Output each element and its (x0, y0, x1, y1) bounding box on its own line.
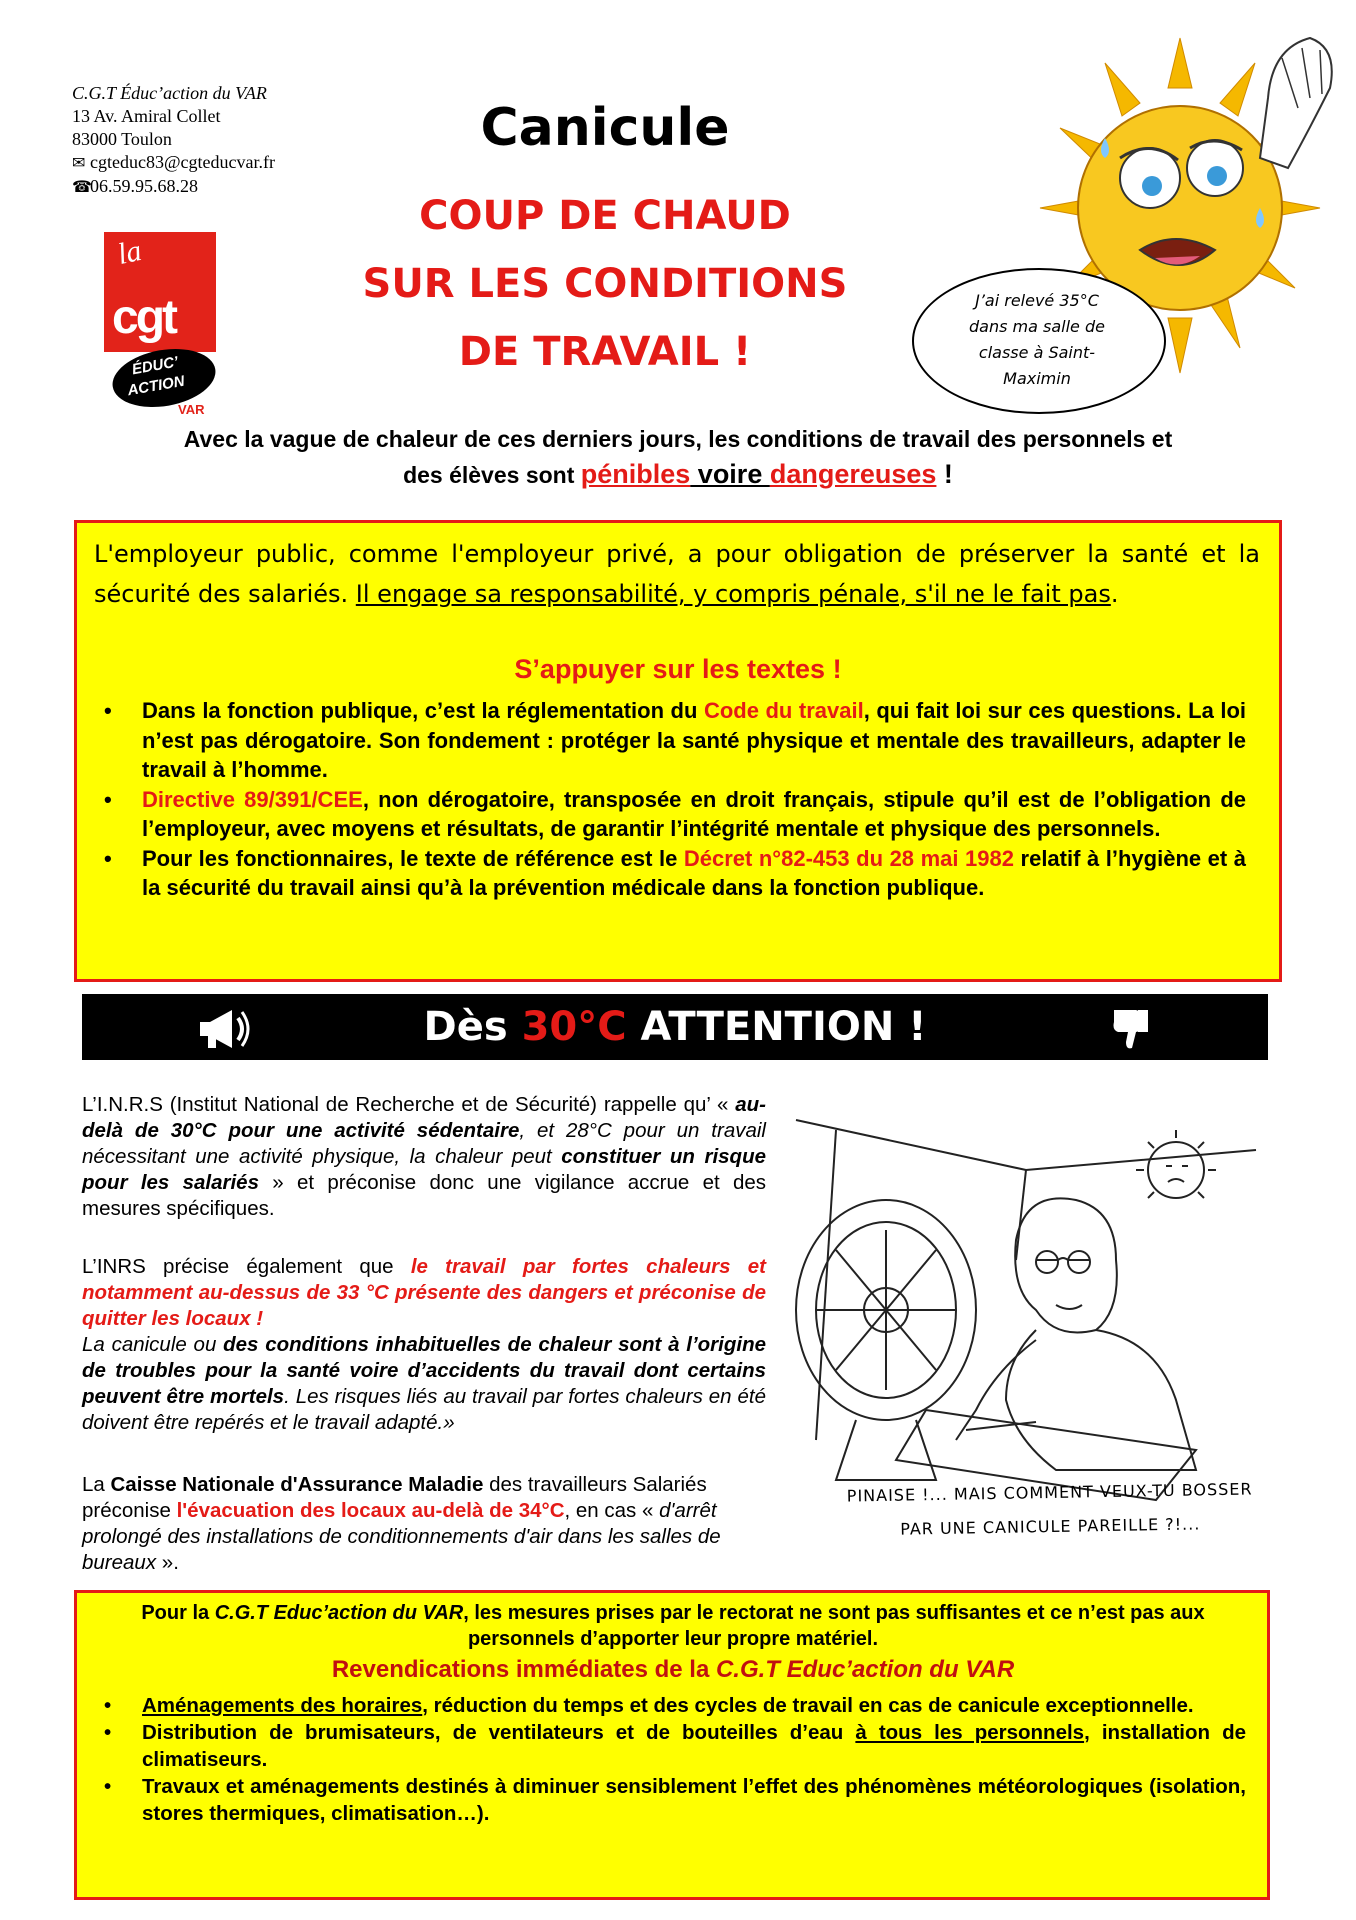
city: 83000 Toulon (72, 129, 172, 149)
speech-bubble-text: J’ai relevé 35°C dans ma salle de classe à Saint- Maximin (969, 291, 1105, 388)
list-item: • Travaux et aménagements destinés à diminuer sensiblement l’effet des phénomènes météorologiques (isolation, stores thermiques, climatisation…). (96, 1773, 1246, 1827)
hot-worker-illustration (776, 1110, 1276, 1530)
list-item: • Aménagements des horaires, réduction du temps et des cycles de travail en cas de canicule exceptionnelle. (96, 1692, 1246, 1719)
contact-block (72, 82, 275, 199)
illustration-caption: PINAISE !... MAIS COMMENT VEUX-TU BOSSER PAR UNE CANICULE PAREILLE ?!... (846, 1479, 1253, 1539)
page-title: Canicule (480, 98, 730, 158)
subtitle: COUP DE CHAUD SUR LES CONDITIONS DE TRAVAIL ! (362, 193, 848, 375)
demands-list (96, 1692, 1246, 1827)
cgt-logo: la cgt ÉDUC’ ACTION VAR (104, 232, 216, 418)
attention-banner-text: Dès 30°C ATTENTION ! (423, 1004, 927, 1050)
phone: 06.59.95.68.28 (90, 176, 198, 196)
legal-texts-list (96, 696, 1246, 903)
list-item: • Directive 89/391/CEE, non dérogatoire, transposée en droit français, stipule qu’il est de l’obligation de l’employeur, avec moyens et résultats, de garantir l’intégrité mentale et physique des personnels. (96, 785, 1246, 844)
employer-obligation-text: L'employeur public, comme l'employeur privé, a pour obligation de préserver la santé et la sécurité des salariés. Il engage sa responsabilité, y compris pénale, s'il ne le fait pas. (94, 540, 1260, 608)
legal-texts-heading: S’appuyer sur les textes ! (514, 654, 842, 684)
demands-lead: Pour la C.G.T Educ’action du VAR, les mesures prises par le rectorat ne sont pas suffisantes et ce n’est pas aux personnels d’apporter leur propre matériel. (141, 1602, 1205, 1650)
list-item: • Distribution de brumisateurs, de ventilateurs et de bouteilles d’eau à tous les personnels, installation de climatiseurs. (96, 1719, 1246, 1773)
email[interactable]: cgteduc83@cgteducvar.fr (90, 152, 275, 172)
inrs-paragraph-1: L’I.N.R.S (Institut National de Recherche et de Sécurité) rappelle qu’ « au-delà de 30°C pour une activité sédentaire, et 28°C pour un travail nécessitant une activité physique, la chaleur peut constituer un risque pour les salariés » et préconise donc une vigilance accrue et des mesures spécifiques. (82, 1093, 767, 1220)
list-item: • Dans la fonction publique, c’est la réglementation du Code du travail, qui fait loi sur ces questions. La loi n’est pas dérogatoire. Son fondement : protéger la santé physique et mentale des travailleurs, adapter le travail à l’homme. (96, 696, 1246, 785)
inrs-paragraph-2: L’INRS précise également que le travail par fortes chaleurs et notamment au-dessus de 33 °C présente des dangers et préconise de quitter les locaux ! La canicule ou des conditions inhabituelles de chaleur sont à l’origine de troubles pour la santé voire d’accidents du travail dont certains peuvent être mortels. Les risques liés au travail par fortes chaleurs en été doivent être repérés et le travail adapté.» (82, 1255, 767, 1434)
phone-icon: ☎ (72, 179, 92, 196)
demands-heading: Revendications immédiates de la C.G.T Educ’action du VAR (331, 1656, 1015, 1683)
address: 13 Av. Amiral Collet (72, 106, 221, 126)
megaphone-icon (196, 1008, 250, 1050)
intro-paragraph: Avec la vague de chaleur de ces derniers jours, les conditions de travail des personnels et des élèves sont pénibles voire dangereuses ! (183, 426, 1173, 489)
thumbs-down-icon (1110, 1006, 1150, 1052)
list-item: • Pour les fonctionnaires, le texte de référence est le Décret n°82-453 du 28 mai 1982 relatif à l’hygiène et à la sécurité du travail ainsi qu’à la prévention médicale dans la fonction publique. (96, 844, 1246, 903)
org-name: C.G.T Éduc’action du VAR (72, 83, 267, 103)
envelope-icon: ✉ (72, 155, 86, 172)
cnam-paragraph: La Caisse Nationale d'Assurance Maladie des travailleurs Salariés préconise l'évacuation des locaux au-delà de 34°C, en cas « d'arrêt prolongé des installations de conditionnements d'air dans les salles de bureaux ». (82, 1473, 721, 1574)
